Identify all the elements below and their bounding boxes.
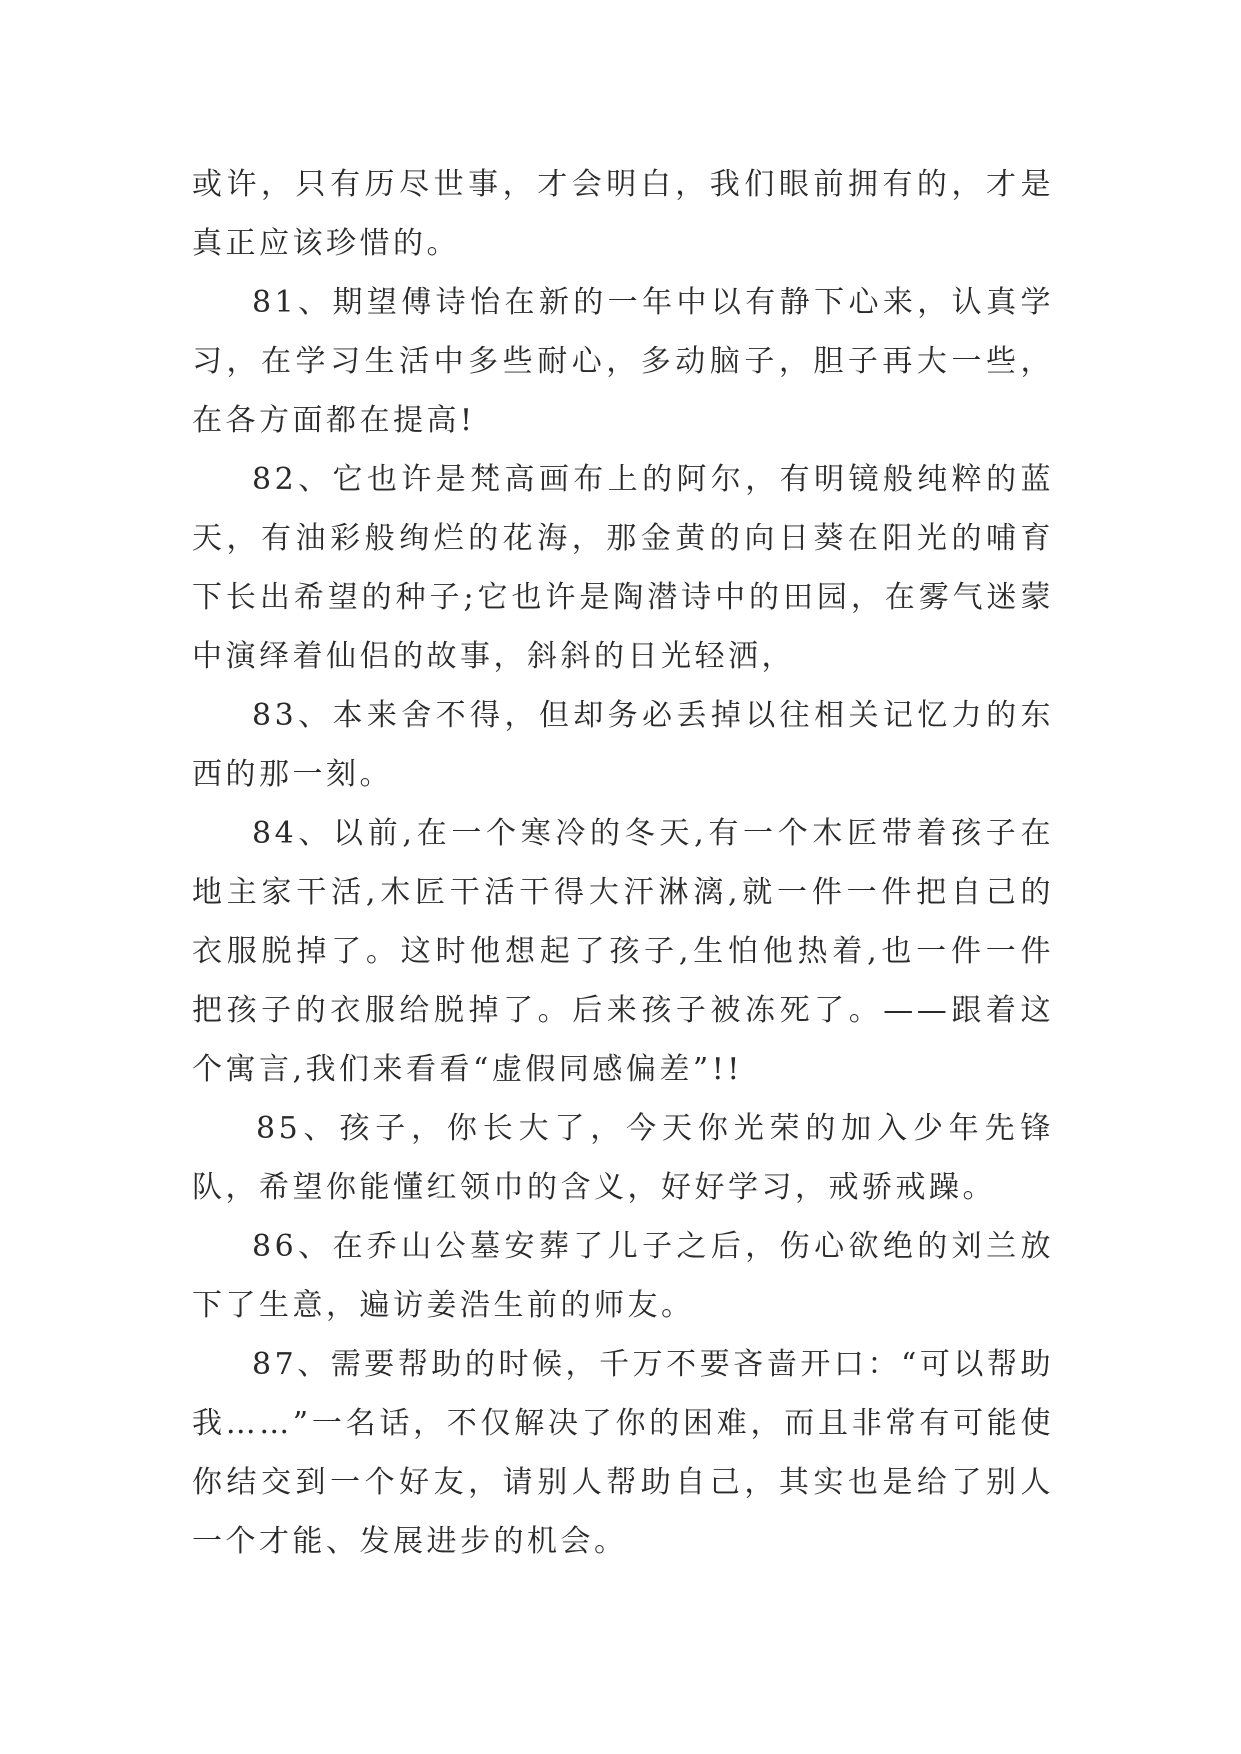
paragraph-84: 84、以前,在一个寒冷的冬天,有一个木匠带着孩子在地主家干活,木匠干活干得大汗淋漓,就一件一件把自己的衣服脱掉了。这时他想起了孩子,生怕他热着,也一件一件把孩子的衣服给脱掉了。后来孩子被冻死了。——跟着这个寓言,我们来看看“虚假同感偏差”!!: [192, 816, 1054, 1087]
body-text: [192, 155, 1054, 1571]
paragraph-81: 81、期望傅诗怡在新的一年中以有静下心来，认真学习，在学习生活中多些耐心，多动脑子，胆子再大一些，在各方面都在提高!: [192, 285, 1054, 438]
paragraph-82: 82、它也许是梵高画布上的阿尔，有明镜般纯粹的蓝天，有油彩般绚烂的花海，那金黄的向日葵在阳光的哺育下长出希望的种子;它也许是陶潜诗中的田园，在雾气迷蒙中演绎着仙侣的故事，斜斜的日光轻洒，: [192, 462, 1054, 674]
paragraph-87: 87、需要帮助的时候，千万不要吝啬开口：“可以帮助我……”一名话，不仅解决了你的困难，而且非常有可能使你结交到一个好友，请别人帮助自己，其实也是给了别人一个才能、发展进步的机会。: [192, 1347, 1054, 1559]
paragraph-80-continuation: 或许，只有历尽世事，才会明白，我们眼前拥有的，才是真正应该珍惜的。: [192, 167, 1054, 261]
paragraph-83: 83、本来舍不得，但却务必丢掉以往相关记忆力的东西的那一刻。: [192, 698, 1054, 792]
paragraph-86: 86、在乔山公墓安葬了儿子之后，伤心欲绝的刘兰放下了生意，遍访姜浩生前的师友。: [192, 1229, 1054, 1323]
paragraph-85: 85、孩子，你长大了，今天你光荣的加入少年先锋队，希望你能懂红领巾的含义，好好学习，戒骄戒躁。: [192, 1111, 1054, 1205]
